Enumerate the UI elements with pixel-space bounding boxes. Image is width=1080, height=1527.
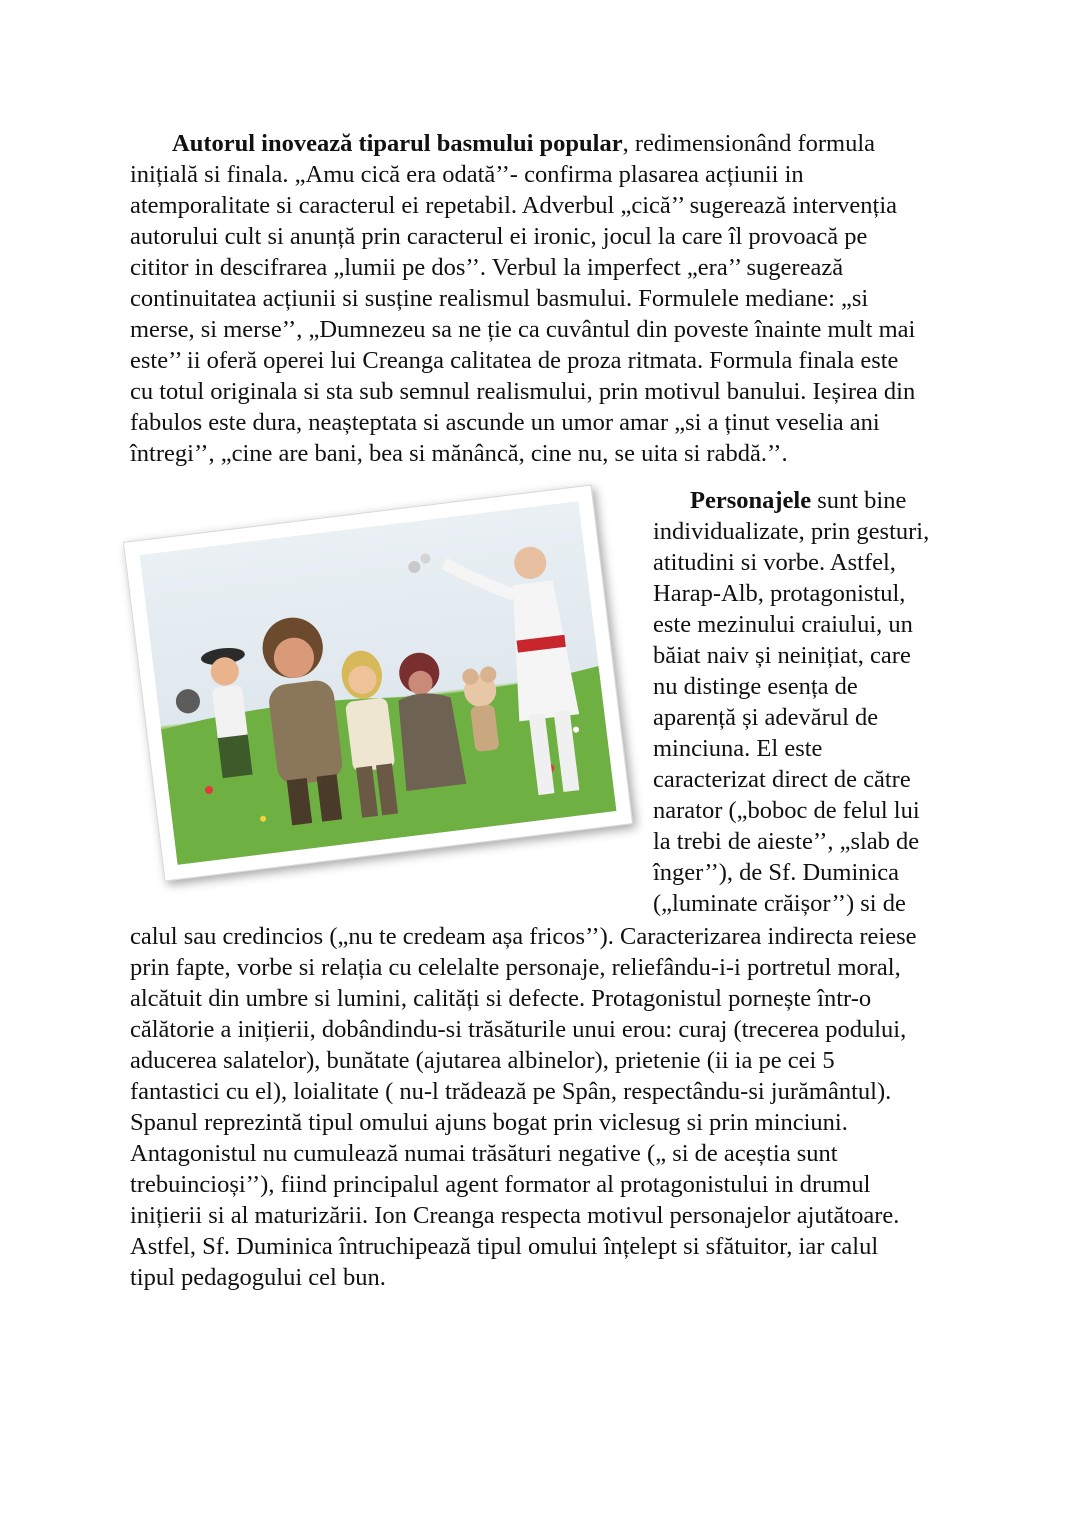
paragraph2-right-line: Harap-Alb, protagonistul, [653,580,906,607]
paragraph2-line: prin fapte, vorbe si relația cu celelalte personaje, reliefându-i-i portretul moral, [130,954,901,981]
paragraph1-line-1 [172,128,875,159]
paragraph2-right-line: caracterizat direct de către [653,766,911,793]
paragraph2-right-line: nu distinge esența de [653,673,858,700]
paragraph1-line: inițială si finala. „Amu cică era odată’’- confirma plasarea acțiunii in [130,161,804,188]
illustration-image [140,501,617,865]
paragraph1-line: este’’ ii oferă operei lui Creanga calitatea de proza ritmata. Formula finala este [130,347,899,374]
paragraph2-right-line: atitudini si vorbe. Astfel, [653,549,896,576]
characters-illustration [123,485,633,882]
paragraph2-right-line: („luminate crăișor’’) si de [653,890,906,917]
paragraph1-line: autorului cult si anunță prin caracterul ei ironic, jocul la care îl provoacă pe [130,223,868,250]
paragraph1-line: întregi’’, „cine are bani, bea si mănâncă, cine nu, se uita si rabdă.’’. [130,440,788,467]
paragraph1-line: atemporalitate si caracterul ei repetabil. Adverbul „cică’’ sugerează intervenția [130,192,898,219]
paragraph1-line: merse, si merse’’, „Dumnezeu sa ne ție ca cuvântul din poveste înainte mult mai [130,316,916,343]
paragraph2-line: Astfel, Sf. Duminica întruchipează tipul omului înțelept si sfătuitor, iar calul [130,1233,879,1260]
paragraph1-lead-rest: , redimensionând formula [622,130,876,157]
paragraph2-line: Spanul reprezintă tipul omului ajuns bogat prin viclesug si prin minciuni. [130,1109,848,1136]
paragraph2-line: Antagonistul nu cumulează numai trăsături negative („ si de aceștia sunt [130,1140,838,1167]
paragraph2-line: tipul pedagogului cel bun. [130,1264,386,1291]
paragraph2-right-line: băiat naiv și neinițiat, care [653,642,911,669]
paragraph2-right-line: aparență și adevărul de [653,704,879,731]
paragraph2-right-line: înger’’), de Sf. Duminica [653,859,900,886]
paragraph1-line: cu totul originala si sta sub semnul realismului, prin motivul banului. Ieșirea din [130,378,916,405]
paragraph2-line: calul sau credincios („nu te credeam așa fricos’’). Caracterizarea indirecta reiese [130,923,917,950]
paragraph2-lead-rest: sunt bine [811,487,907,514]
paragraph2-right-line: la trebi de aieste’’, „slab de [653,828,920,855]
paragraph2-line: trebuincioși’’), fiind principalul agent formator al protagonistului in drumul [130,1171,871,1198]
paragraph2-right-line: individualizate, prin gesturi, [653,518,930,545]
paragraph2-line: călătorie a inițierii, dobândindu-si trăsăturile unui erou: curaj (trecerea podului, [130,1016,907,1043]
paragraph1-bold-lead: Autorul inovează tiparul basmului popular [172,130,623,157]
illustration-drawing [140,501,617,865]
paragraph1-line: continuitatea acțiunii si susține realismul basmului. Formulele mediane: „si [130,285,869,312]
paragraph1-line: cititor in descifrarea „lumii pe dos’’. Verbul la imperfect „era’’ sugerează [130,254,844,281]
paragraph2-right-line: minciuna. El este [653,735,823,762]
paragraph2-right-line: este mezinului craiului, un [653,611,913,638]
paragraph2-bold-lead: Personajele [690,487,812,514]
paragraph2-line: alcătuit din umbre si lumini, calități si defecte. Protagonistul pornește într-o [130,985,872,1012]
paragraph2-line: fantastici cu el), loialitate ( nu-l trădează pe Spân, respectându-si jurământul). [130,1078,892,1105]
paragraph2-line: inițierii si al maturizării. Ion Creanga respecta motivul personajelor ajutătoare. [130,1202,900,1229]
paragraph2-line: aducerea salatelor), bunătate (ajutarea albinelor), prietenie (ii ia pe cei 5 [130,1047,835,1074]
paragraph2-line-1 [690,485,906,516]
paragraph2-right-line: narator („boboc de felul lui [653,797,920,824]
paragraph1-line: fabulos este dura, neașteptata si ascunde un umor amar „si a ținut veselia ani [130,409,880,436]
